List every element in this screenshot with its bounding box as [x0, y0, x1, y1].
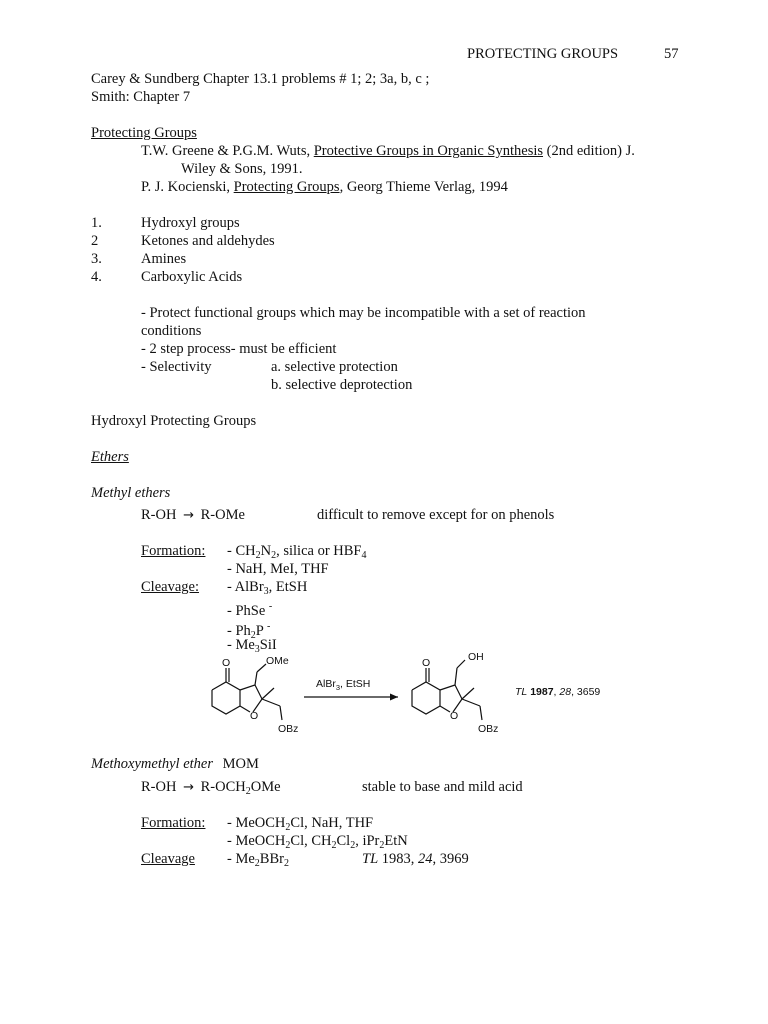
arrow-icon: →: [183, 508, 194, 523]
ref2-title: Protecting Groups: [233, 179, 340, 195]
sm-obz: OBz: [278, 723, 299, 735]
reagent-label: AlBr$_3$, EtSH: [316, 678, 371, 692]
list-num-1: 1.: [91, 215, 102, 231]
mom-reference: TL 1983, 24, 3969: [362, 851, 469, 867]
note-1a: - Protect functional groups which may be incompatible with a set of reaction: [141, 305, 586, 321]
starting-material-structure: [212, 664, 282, 720]
mom-product: $R-OCH_2OMe$: [200, 779, 281, 797]
pr-ring-o: O: [450, 710, 459, 722]
methyl-formation-2: - NaH, MeI, THF: [227, 561, 329, 577]
methyl-comment: difficult to remove except for on phenols: [317, 507, 555, 523]
methyl-ethers-heading: Methyl ethers: [91, 485, 171, 501]
list-item-4: Carboxylic Acids: [141, 269, 243, 285]
reference-kocienski: [141, 178, 508, 196]
sm-ome: OMe: [266, 655, 289, 667]
methyl-r-oh: R-OH: [141, 507, 177, 523]
sm-ring-o: O: [250, 710, 259, 722]
mom-heading: [91, 755, 259, 773]
ref1-edition: (2nd edition) J.: [546, 143, 635, 159]
reaction-scheme: [200, 652, 620, 744]
reference-greene: [141, 142, 635, 160]
methyl-formation-1: - $CH_2N_2$, silica or $HBF_4$: [227, 543, 367, 561]
note-2: - 2 step process- must be efficient: [141, 341, 337, 357]
note-3: - Selectivity: [141, 359, 212, 375]
mom-cleavage-1: - $Me_2BBr_2$: [227, 851, 289, 869]
mom-formation-label: Formation:: [141, 815, 206, 831]
methyl-equation: [141, 506, 245, 525]
reading-line-2: Smith: Chapter 7: [91, 89, 191, 105]
mom-heading-text: Methoxymethyl ether: [91, 756, 213, 772]
list-num-3: 3.: [91, 251, 102, 267]
hydroxyl-heading: Hydroxyl Protecting Groups: [91, 413, 257, 429]
methyl-cleavage-4: - $Me_3SiI$: [227, 637, 277, 655]
ref1-authors: T.W. Greene & P.G.M. Wuts,: [141, 143, 311, 159]
section-heading-protecting-groups: Protecting Groups: [91, 125, 197, 141]
methyl-cleavage-label: Cleavage:: [141, 579, 199, 595]
methyl-cleavage-1: - AlBr$_3$, EtSH: [227, 579, 308, 597]
list-item-2: Ketones and aldehydes: [141, 233, 275, 249]
ref2-rest: , Georg Thieme Verlag, 1994: [339, 179, 508, 195]
mom-cleavage-label: Cleavage: [141, 851, 195, 867]
ref2-authors: P. J. Kocienski,: [141, 179, 231, 195]
list-item-3: Amines: [141, 251, 187, 267]
list-num-2: 2: [91, 233, 99, 249]
product-structure: [412, 660, 482, 720]
scheme-reference: TL 1987, 28, 3659: [515, 686, 601, 698]
arrow-head-icon: [390, 694, 398, 701]
sm-ketone-o: O: [222, 657, 231, 669]
methyl-cleavage-3: - $Ph_2P$ -: [227, 621, 271, 641]
page-number: 57: [664, 46, 679, 62]
mom-formation-1: - MeOCH$_2$Cl, NaH, THF: [227, 815, 374, 833]
reading-line-1: Carey & Sundberg Chapter 13.1 problems # 1; 2; 3a, b, c ;: [91, 71, 430, 87]
ref1-continuation: Wiley & Sons, 1991.: [181, 161, 303, 177]
list-item-1: Hydroxyl groups: [141, 215, 240, 231]
note-1b: conditions: [141, 323, 202, 339]
pr-ketone-o: O: [422, 657, 431, 669]
ethers-heading: Ethers: [91, 449, 129, 465]
pr-oh: OH: [468, 652, 484, 663]
arrow-icon: →: [183, 780, 194, 795]
mom-r-oh: R-OH: [141, 779, 177, 795]
note-3a: a. selective protection: [271, 359, 398, 375]
ref1-title: Protective Groups in Organic Synthesis: [313, 143, 544, 159]
mom-formation-2: - MeOCH$_2$Cl, $CH_2Cl_2$, iPr$_2$EtN: [227, 833, 408, 851]
header-title: PROTECTING GROUPS: [467, 46, 619, 62]
list-num-4: 4.: [91, 269, 102, 285]
note-3b: b. selective deprotection: [271, 377, 413, 393]
methyl-cleavage-2: - PhSe -: [227, 601, 273, 619]
mom-comment: stable to base and mild acid: [362, 779, 523, 795]
running-header: [467, 45, 618, 63]
mom-abbr: MOM: [222, 756, 259, 772]
methyl-formation-label: Formation:: [141, 543, 206, 559]
methyl-r-ome: R-OMe: [200, 507, 245, 523]
mom-equation: [141, 778, 281, 797]
pr-obz: OBz: [478, 723, 499, 735]
